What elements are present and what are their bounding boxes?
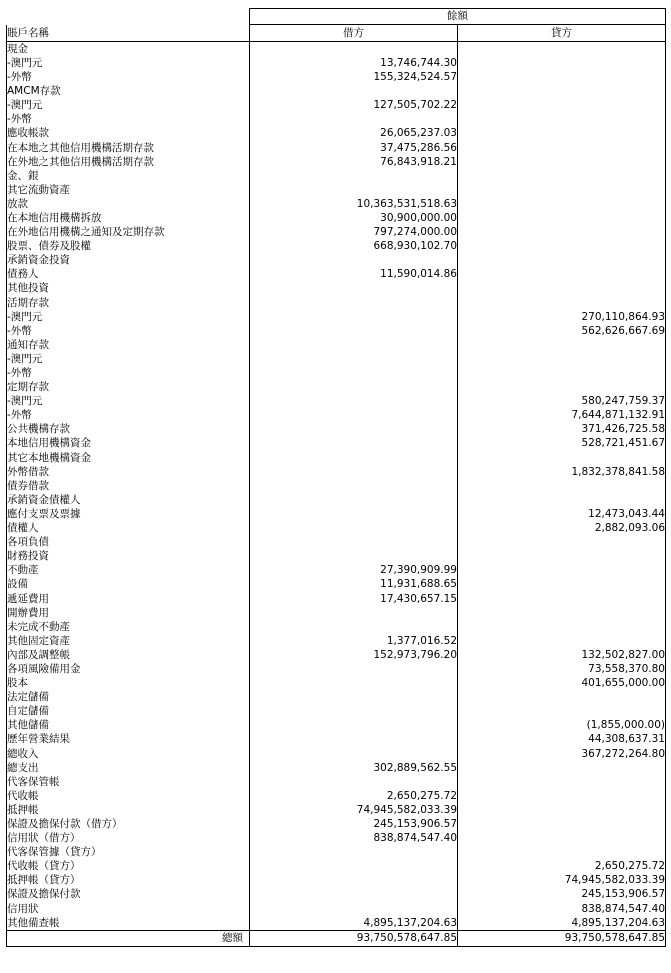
table-row [7,211,666,225]
credit-cell: 580,247,759.37 [458,394,666,408]
account-name-cell: 在外地之其他信用機構活期存款 [7,155,250,169]
credit-cell [458,42,666,57]
credit-cell [458,169,666,183]
account-name-cell: 總收入 [7,747,250,761]
credit-cell [458,268,666,282]
header-row-balance [7,9,666,25]
debit-cell [250,324,458,338]
account-name-cell: 信用狀 [7,902,250,916]
debit-cell: 37,475,286.56 [250,141,458,155]
credit-cell [458,70,666,84]
credit-cell [458,803,666,817]
total-debit: 93,750,578,647.85 [250,930,458,946]
table-row [7,493,666,507]
account-name-cell: 其他備查帳 [7,916,250,931]
credit-cell [458,563,666,577]
credit-cell: 74,945,582,033.39 [458,874,666,888]
debit-cell [250,549,458,563]
account-name-cell: 債權人 [7,521,250,535]
credit-cell: 73,558,370.80 [458,662,666,676]
account-name-cell: 抵押帳 [7,803,250,817]
total-row [7,930,666,946]
debit-cell [250,437,458,451]
table-header [7,9,666,42]
debit-cell [250,845,458,859]
account-name-cell: 現金 [7,42,250,57]
account-name-cell: 遞延費用 [7,592,250,606]
account-name-cell: 代客保管據（貸方） [7,845,250,859]
account-name-cell: 其他儲備 [7,719,250,733]
credit-cell [458,535,666,549]
debit-cell: 26,065,237.03 [250,127,458,141]
account-name-cell: 代收帳 [7,789,250,803]
credit-cell: 528,721,451.67 [458,437,666,451]
table-row [7,183,666,197]
debit-cell: 152,973,796.20 [250,648,458,662]
account-name-cell: 未完成不動產 [7,620,250,634]
account-name-cell: 設備 [7,578,250,592]
table-row [7,296,666,310]
debit-cell: 11,931,688.65 [250,578,458,592]
table-row [7,888,666,902]
account-name-cell: 在本地信用機構拆放 [7,211,250,225]
table-row [7,775,666,789]
account-name-cell: 本地信用機構資金 [7,437,250,451]
debit-cell [250,253,458,267]
account-name-cell: 保證及擔保付款 [7,888,250,902]
credit-cell [458,690,666,704]
header-debit: 借方 [250,25,458,42]
credit-cell [458,155,666,169]
debit-cell: 668,930,102.70 [250,239,458,253]
debit-cell: 127,505,702.22 [250,98,458,112]
account-name-cell: 其它流動資產 [7,183,250,197]
account-name-cell: -外幣 [7,70,250,84]
table-row [7,747,666,761]
account-name-cell: 債券借款 [7,479,250,493]
debit-cell [250,296,458,310]
table-row [7,578,666,592]
credit-cell [458,493,666,507]
account-name-cell: 自定儲備 [7,704,250,718]
debit-cell: 13,746,744.30 [250,56,458,70]
credit-cell: 132,502,827.00 [458,648,666,662]
credit-cell: 2,882,093.06 [458,521,666,535]
account-name-cell: 總支出 [7,761,250,775]
table-row [7,42,666,57]
debit-cell [250,775,458,789]
debit-cell [250,169,458,183]
credit-cell [458,352,666,366]
debit-cell [250,676,458,690]
credit-cell: 1,832,378,841.58 [458,465,666,479]
credit-cell: 401,655,000.00 [458,676,666,690]
credit-cell [458,141,666,155]
table-row [7,479,666,493]
table-row [7,253,666,267]
table-row [7,169,666,183]
account-name-cell: 代客保管帳 [7,775,250,789]
account-name-cell: -澳門元 [7,98,250,112]
header-balance-label: 餘額 [250,9,666,25]
account-name-cell: 其他投資 [7,282,250,296]
table-row [7,874,666,888]
credit-cell [458,549,666,563]
credit-cell: 371,426,725.58 [458,423,666,437]
debit-cell [250,310,458,324]
table-row [7,324,666,338]
table-row [7,902,666,916]
header-row-columns [7,25,666,42]
table-row [7,648,666,662]
debit-cell [250,423,458,437]
account-name-cell: -澳門元 [7,394,250,408]
account-name-cell: 通知存款 [7,338,250,352]
table-row [7,859,666,873]
account-name-cell: 承銷資金債權人 [7,493,250,507]
account-name-cell: -澳門元 [7,310,250,324]
debit-cell [250,733,458,747]
table-row [7,719,666,733]
credit-cell [458,253,666,267]
table-row [7,676,666,690]
debit-cell [250,408,458,422]
table-row [7,380,666,394]
account-name-cell: -澳門元 [7,56,250,70]
credit-cell [458,789,666,803]
account-name-cell: AMCM存款 [7,84,250,98]
debit-cell: 17,430,657.15 [250,592,458,606]
debit-cell [250,704,458,718]
debit-cell [250,690,458,704]
credit-cell: 367,272,264.80 [458,747,666,761]
debit-cell [250,719,458,733]
credit-cell: (1,855,000.00) [458,719,666,733]
debit-cell [250,606,458,620]
debit-cell [250,338,458,352]
table-row [7,916,666,931]
table-row [7,521,666,535]
credit-cell: 2,650,275.72 [458,859,666,873]
table-row [7,84,666,98]
credit-cell: 270,110,864.93 [458,310,666,324]
table-row [7,733,666,747]
table-row [7,141,666,155]
table-row [7,112,666,126]
table-row [7,606,666,620]
debit-cell [250,42,458,57]
table-row [7,789,666,803]
debit-cell: 74,945,582,033.39 [250,803,458,817]
debit-cell: 30,900,000.00 [250,211,458,225]
debit-cell: 838,874,547.40 [250,831,458,845]
table-row [7,394,666,408]
header-blank-cell [7,9,250,25]
table-row [7,535,666,549]
account-name-cell: -澳門元 [7,352,250,366]
credit-cell: 838,874,547.40 [458,902,666,916]
account-name-cell: 在外地信用機構之通知及定期存款 [7,225,250,239]
debit-cell [250,888,458,902]
credit-cell [458,56,666,70]
debit-cell [250,747,458,761]
account-name-cell: -外幣 [7,366,250,380]
debit-cell [250,521,458,535]
debit-cell [250,465,458,479]
credit-cell [458,479,666,493]
debit-cell [250,84,458,98]
credit-cell [458,606,666,620]
total-label: 總額 [7,930,250,946]
table-row [7,592,666,606]
table-row [7,98,666,112]
table-row [7,437,666,451]
credit-cell [458,296,666,310]
debit-cell: 1,377,016.52 [250,634,458,648]
debit-cell [250,352,458,366]
debit-cell [250,507,458,521]
table-row [7,451,666,465]
debit-cell [250,859,458,873]
debit-cell: 155,324,524.57 [250,70,458,84]
debit-cell [250,112,458,126]
credit-cell [458,761,666,775]
account-name-cell: 在本地之其他信用機構活期存款 [7,141,250,155]
account-name-cell: 內部及調整帳 [7,648,250,662]
debit-cell: 10,363,531,518.63 [250,197,458,211]
table-row [7,127,666,141]
account-name-cell: 應付支票及票據 [7,507,250,521]
debit-cell [250,394,458,408]
table-row [7,634,666,648]
table-row [7,761,666,775]
table-row [7,155,666,169]
account-name-cell: 信用狀（借方） [7,831,250,845]
table-row [7,239,666,253]
credit-cell [458,775,666,789]
table-row [7,338,666,352]
account-name-cell: 債務人 [7,268,250,282]
header-account-name: 賬戶名稱 [7,25,250,42]
account-name-cell: 其它本地機構資金 [7,451,250,465]
table-row [7,563,666,577]
account-name-cell: 財務投資 [7,549,250,563]
table-row [7,225,666,239]
account-name-cell: 開辦費用 [7,606,250,620]
header-credit: 貸方 [458,25,666,42]
account-name-cell: 定期存款 [7,380,250,394]
account-name-cell: 股票、債券及股權 [7,239,250,253]
debit-cell: 797,274,000.00 [250,225,458,239]
credit-cell: 7,644,871,132.91 [458,408,666,422]
credit-cell [458,817,666,831]
table-row [7,366,666,380]
table-body [7,42,666,931]
account-name-cell: 活期存款 [7,296,250,310]
table-row [7,465,666,479]
credit-cell [458,620,666,634]
table-row [7,282,666,296]
table-row [7,817,666,831]
credit-cell [458,225,666,239]
debit-cell [250,282,458,296]
credit-cell: 245,153,906.57 [458,888,666,902]
debit-cell [250,535,458,549]
table-row [7,507,666,521]
table-row [7,423,666,437]
credit-cell [458,127,666,141]
account-name-cell: 歷年營業結果 [7,733,250,747]
credit-cell [458,451,666,465]
table-row [7,803,666,817]
account-name-cell: 抵押帳（貸方） [7,874,250,888]
credit-cell [458,592,666,606]
debit-cell [250,380,458,394]
credit-cell [458,380,666,394]
credit-cell [458,197,666,211]
debit-cell [250,662,458,676]
debit-cell: 302,889,562.55 [250,761,458,775]
table-row [7,352,666,366]
table-row [7,662,666,676]
table-row [7,845,666,859]
credit-cell [458,831,666,845]
debit-cell [250,902,458,916]
account-name-cell: 其他固定資產 [7,634,250,648]
credit-cell [458,84,666,98]
balance-table [6,8,666,947]
table-row [7,620,666,634]
credit-cell: 562,626,667.69 [458,324,666,338]
table-row [7,70,666,84]
account-name-cell: 法定儲備 [7,690,250,704]
debit-cell: 27,390,909.99 [250,563,458,577]
account-name-cell: 放款 [7,197,250,211]
debit-cell [250,183,458,197]
debit-cell [250,493,458,507]
debit-cell: 76,843,918.21 [250,155,458,169]
account-name-cell: 代收帳（貸方） [7,859,250,873]
table-footer [7,930,666,946]
credit-cell [458,183,666,197]
table-row [7,549,666,563]
credit-cell [458,845,666,859]
debit-cell [250,874,458,888]
account-name-cell: 承銷資金投資 [7,253,250,267]
table-row [7,704,666,718]
credit-cell [458,338,666,352]
debit-cell [250,366,458,380]
account-name-cell: 股本 [7,676,250,690]
account-name-cell: 金、銀 [7,169,250,183]
account-name-cell: -外幣 [7,324,250,338]
credit-cell [458,211,666,225]
credit-cell [458,112,666,126]
account-name-cell: -外幣 [7,408,250,422]
credit-cell [458,366,666,380]
debit-cell: 4,895,137,204.63 [250,916,458,931]
credit-cell: 4,895,137,204.63 [458,916,666,931]
table-row [7,197,666,211]
account-name-cell: 保證及擔保付款（借方） [7,817,250,831]
debit-cell: 2,650,275.72 [250,789,458,803]
table-row [7,56,666,70]
table-row [7,310,666,324]
credit-cell [458,704,666,718]
table-row [7,831,666,845]
debit-cell [250,451,458,465]
table-row [7,690,666,704]
credit-cell [458,282,666,296]
account-name-cell: -外幣 [7,112,250,126]
account-name-cell: 公共機構存款 [7,423,250,437]
credit-cell: 12,473,043.44 [458,507,666,521]
table-row [7,408,666,422]
debit-cell: 245,153,906.57 [250,817,458,831]
credit-cell [458,634,666,648]
account-name-cell: 各項風險備用金 [7,662,250,676]
credit-cell [458,98,666,112]
debit-cell [250,479,458,493]
total-credit: 93,750,578,647.85 [458,930,666,946]
account-name-cell: 不動產 [7,563,250,577]
account-name-cell: 外幣借款 [7,465,250,479]
credit-cell [458,578,666,592]
credit-cell: 44,308,637.31 [458,733,666,747]
debit-cell [250,620,458,634]
account-name-cell: 應收帳款 [7,127,250,141]
table-row [7,268,666,282]
account-name-cell: 各項負債 [7,535,250,549]
credit-cell [458,239,666,253]
debit-cell: 11,590,014.86 [250,268,458,282]
